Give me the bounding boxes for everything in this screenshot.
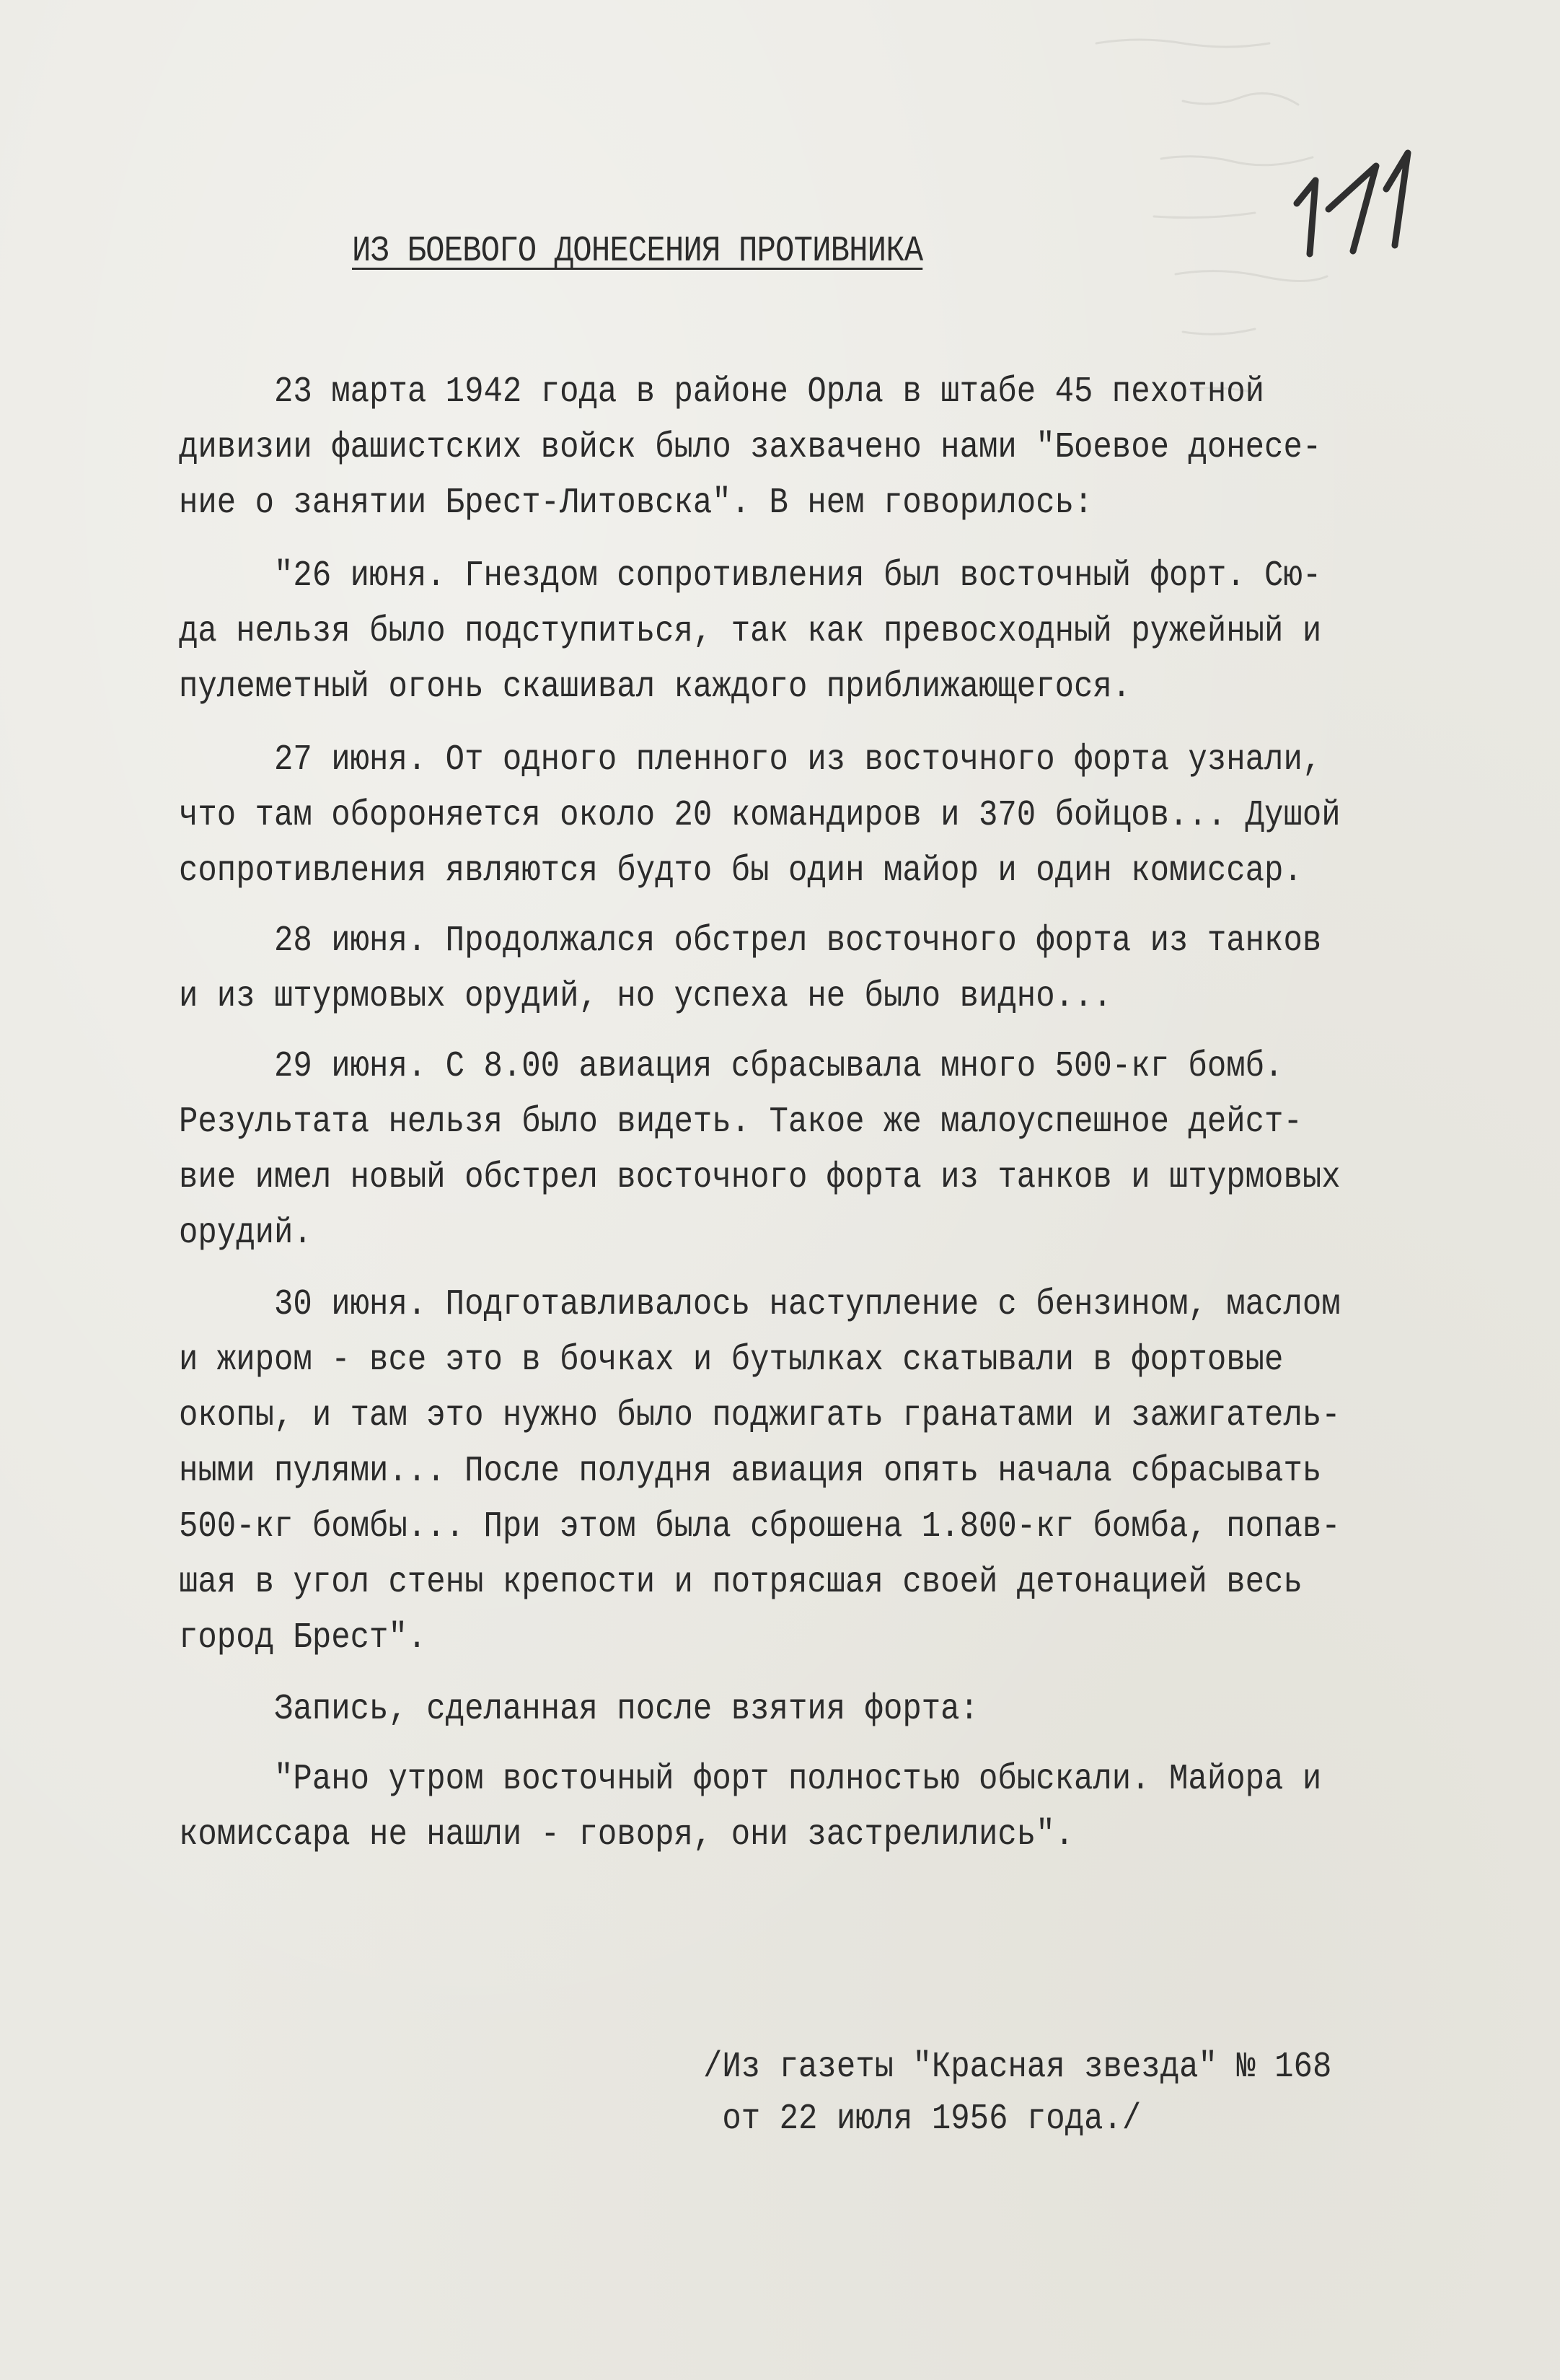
document-title: ИЗ БОЕВОГО ДОНЕСЕНИЯ ПРОТИВНИКА (352, 231, 923, 272)
text-line: комиссара не нашли - говоря, они застрелились". (179, 1814, 1075, 1856)
text-line: Запись, сделанная после взятия форта: (179, 1689, 979, 1730)
paragraph-record-after-capture (179, 1682, 1549, 1737)
text-line: 27 июня. От одного пленного из восточного форта узнали, (179, 739, 1322, 781)
document-body (179, 364, 1549, 1863)
text-line: окопы, и там это нужно было поджигать гранатами и зажигатель- (179, 1395, 1341, 1436)
text-line: орудий. (179, 1213, 312, 1254)
text-line: шая в угол стены крепости и потрясшая своей детонацией весь (179, 1562, 1303, 1603)
text-line: пулеметный огонь скашивал каждого приближающегося. (179, 667, 1132, 708)
folio-number-handwritten (1284, 137, 1457, 260)
text-line: дивизии фашистских войск было захвачено нами "Боевое донесе- (179, 427, 1322, 468)
paragraph-june-29 (179, 1039, 1549, 1261)
text-line: 28 июня. Продолжался обстрел восточного форта из танков (179, 921, 1322, 962)
paragraph-final-quote (179, 1752, 1549, 1863)
source-line: /Из газеты "Красная звезда" № 168 (703, 2047, 1332, 2088)
paragraph-june-30 (179, 1277, 1549, 1666)
text-line: "26 июня. Гнездом сопротивления был восточный форт. Сю- (179, 556, 1322, 597)
text-line: что там обороняется около 20 командиров и 370 бойцов... Душой (179, 795, 1341, 836)
folio-number-text: 171 (1284, 137, 1285, 138)
text-line: город Брест". (179, 1617, 427, 1659)
text-line: 29 июня. С 8.00 авиация сбрасывала много 500-кг бомб. (179, 1046, 1284, 1087)
source-line: от 22 июля 1956 года./ (703, 2099, 1142, 2140)
text-line: да нельзя было подступиться, так как превосходный ружейный и (179, 611, 1322, 652)
text-line: 23 марта 1942 года в районе Орла в штабе 45 пехотной (179, 372, 1265, 413)
text-line: 30 июня. Подготавливалось наступление с бензином, маслом (179, 1284, 1341, 1325)
text-line: вие имел новый обстрел восточного форта из танков и штурмовых (179, 1157, 1341, 1198)
text-line: сопротивления являются будто бы один майор и один комиссар. (179, 851, 1303, 892)
text-line: ние о занятии Брест-Литовска". В нем говорилось: (179, 483, 1093, 524)
source-citation (703, 2042, 1417, 2146)
text-line: и жиром - все это в бочках и бутылках скатывали в фортовые (179, 1340, 1284, 1381)
text-line: "Рано утром восточный форт полностью обыскали. Майора и (179, 1759, 1322, 1800)
paragraph-june-27 (179, 732, 1549, 899)
text-line: 500-кг бомбы... При этом была сброшена 1.800-кг бомба, попав- (179, 1506, 1341, 1547)
text-line: Результата нельзя было видеть. Такое же малоуспешное дейст- (179, 1102, 1303, 1143)
paragraph-june-26 (179, 548, 1549, 715)
paragraph-intro (179, 364, 1549, 531)
paragraph-june-28 (179, 913, 1549, 1024)
text-line: ными пулями... После полудня авиация опять начала сбрасывать (179, 1451, 1322, 1492)
text-line: и из штурмовых орудий, но успеха не было видно... (179, 976, 1112, 1017)
